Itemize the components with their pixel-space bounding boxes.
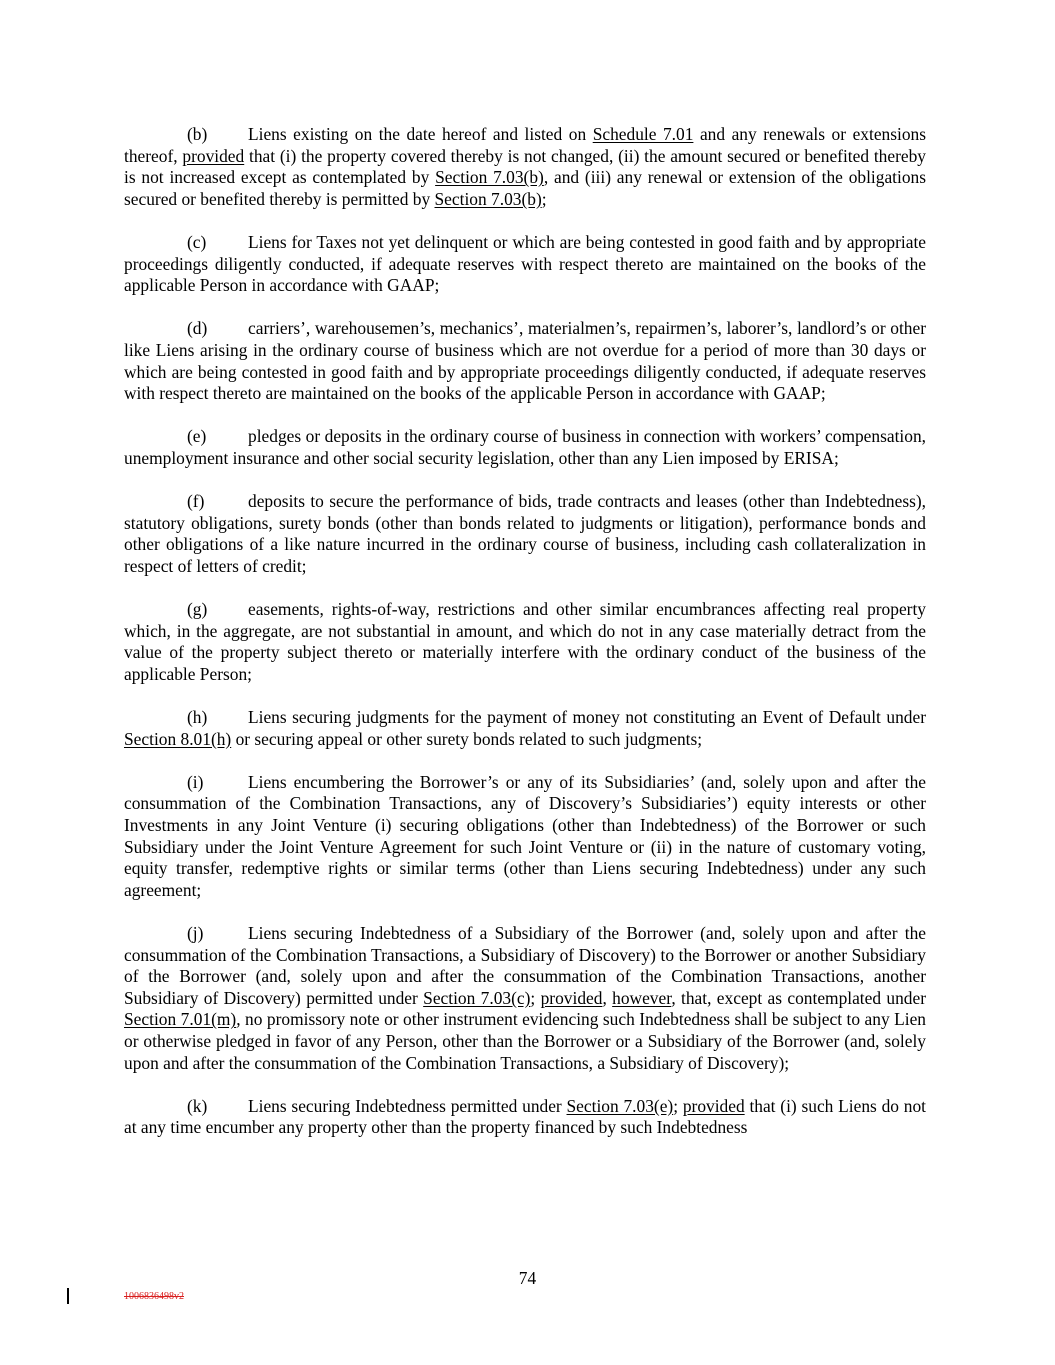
- cross-reference: Section 7.01(m): [124, 1009, 237, 1030]
- document-body: [124, 124, 926, 1161]
- clause-label: (d): [187, 318, 208, 339]
- clause-label: (c): [187, 231, 207, 252]
- clause-text: pledges or deposits in the ordinary course of business in connection with workers’ compensation, unemployment insurance and other social security legislation, other than any Lien imposed by ERISA;: [124, 426, 926, 468]
- clause-text: or securing appeal or other surety bonds related to such judgments;: [231, 728, 703, 749]
- defined-term: however: [612, 987, 672, 1008]
- cross-reference: Section 7.03(e): [566, 1095, 674, 1116]
- clause-text: ;: [530, 987, 541, 1008]
- clause-text: deposits to secure the performance of bids, trade contracts and leases (other than Indebtedness), statutory obligations, surety bonds (other than bonds related to judgments or litigation), performance bonds and other obligations of a like nature incurred in the ordinary course of business, including cash collateralization in respect of letters of credit;: [124, 491, 926, 576]
- clause-text: carriers’, warehousemen’s, mechanics’, materialmen’s, repairmen’s, laborer’s, landlord’s or other like Liens arising in the ordinary course of business which are not overdue for a period of more than 30 days or which are being contested in good faith and by appropriate proceedings diligently conducted, if adequate reserves with respect thereto are maintained on the books of the applicable Person in accordance with GAAP;: [124, 318, 926, 404]
- clause-label: (k): [187, 1095, 208, 1116]
- document-id: 1006836498v2: [124, 1291, 184, 1302]
- clause-text: ;: [673, 1095, 683, 1116]
- clause-label: (f): [187, 491, 205, 512]
- page-number: 74: [518, 1268, 537, 1288]
- clause-e: [124, 426, 926, 469]
- clause-c: [124, 232, 926, 297]
- clause-text: Liens encumbering the Borrower’s or any of its Subsidiaries’ (and, solely upon and after the consummation of the Combination Transactions, any of Discovery’s Subsidiaries’) equity interests or other Investments in any Joint Venture (i) securing obligations (other than Indebtedness) of the Borrower or such Subsidiary under the Joint Venture Agreement for such Joint Venture or (ii) in the nature of customary voting, equity transfer, redemptive rights or similar terms (other than Liens securing Indebtedness) under any such agreement;: [124, 771, 926, 900]
- clause-d: [124, 318, 926, 404]
- cross-reference: Section 7.03(b): [434, 188, 542, 209]
- clause-text: that (i) such Liens do not at any time encumber any property other than the property financed by such Indebtedness: [124, 1095, 926, 1138]
- cross-reference: Section 7.03(b): [435, 167, 544, 188]
- cross-reference: Section 7.03(c): [423, 987, 531, 1008]
- clause-text: Liens securing Indebtedness permitted under: [248, 1095, 567, 1116]
- clause-label: (g): [187, 599, 208, 620]
- clause-text: , and (iii) any renewal or extension of the obligations secured or benefited thereby is permitted by: [124, 167, 926, 209]
- clause-label: (b): [187, 124, 208, 144]
- clause-label: (j): [187, 922, 204, 943]
- clause-h: [124, 707, 926, 750]
- clause-text: and any renewals or extensions thereof,: [124, 124, 926, 166]
- clause-text: Liens for Taxes not yet delinquent or which are being contested in good faith and by appropriate proceedings diligently conducted, if adequate reserves with respect thereto are maintained on the books of the applicable Person in accordance with GAAP;: [124, 231, 926, 296]
- clause-g: [124, 599, 926, 685]
- cross-reference: Section 8.01(h): [124, 728, 232, 749]
- clause-label: (e): [187, 426, 207, 447]
- clause-b: [124, 124, 926, 210]
- clause-label: (h): [187, 707, 208, 728]
- clause-text: Liens securing Indebtedness of a Subsidiary of the Borrower (and, solely upon and after the consummation of the Combination Transactions, a Subsidiary of Discovery) to the Borrower or another Subsidiary of the Borrower (and, solely upon and after the consummation of the Combination Transactions, another Subsidiary of Discovery) permitted under: [124, 922, 926, 1008]
- clause-text: , that, except as contemplated under: [671, 987, 927, 1008]
- clause-j: [124, 923, 926, 1074]
- clause-text: ,: [602, 987, 613, 1008]
- clause-label: (i): [187, 771, 204, 792]
- clause-i: [124, 772, 926, 902]
- change-bar: [67, 1288, 69, 1304]
- defined-term: provided: [540, 987, 603, 1008]
- clause-text: , no promissory note or other instrument evidencing such Indebtedness shall be subject to any Lien or otherwise pledged in favor of any Person, other than the Borrower or a Subsidiary of the Borrower (and, solely upon and after the consummation of the Combination Transactions, a Subsidiary of Discovery);: [124, 1009, 926, 1073]
- clause-text: Liens existing on the date hereof and listed on: [248, 124, 593, 144]
- clause-text: ;: [541, 188, 547, 209]
- clause-text: easements, rights-of-way, restrictions and other similar encumbrances affecting real property which, in the aggregate, are not substantial in amount, and which do not in any case materially detract from the value of the property subject thereto or materially interfere with the ordinary conduct of the business of the applicable Person;: [124, 599, 926, 684]
- cross-reference: Schedule 7.01: [592, 124, 694, 144]
- clause-k: [124, 1096, 926, 1139]
- clause-text: that (i) the property covered thereby is not changed, (ii) the amount secured or benefited thereby is not increased except as contemplated by: [124, 145, 926, 188]
- clause-f: [124, 491, 926, 577]
- defined-term: provided: [682, 1095, 745, 1116]
- clause-text: Liens securing judgments for the payment of money not constituting an Event of Default under: [248, 707, 926, 728]
- defined-term: provided: [182, 145, 245, 166]
